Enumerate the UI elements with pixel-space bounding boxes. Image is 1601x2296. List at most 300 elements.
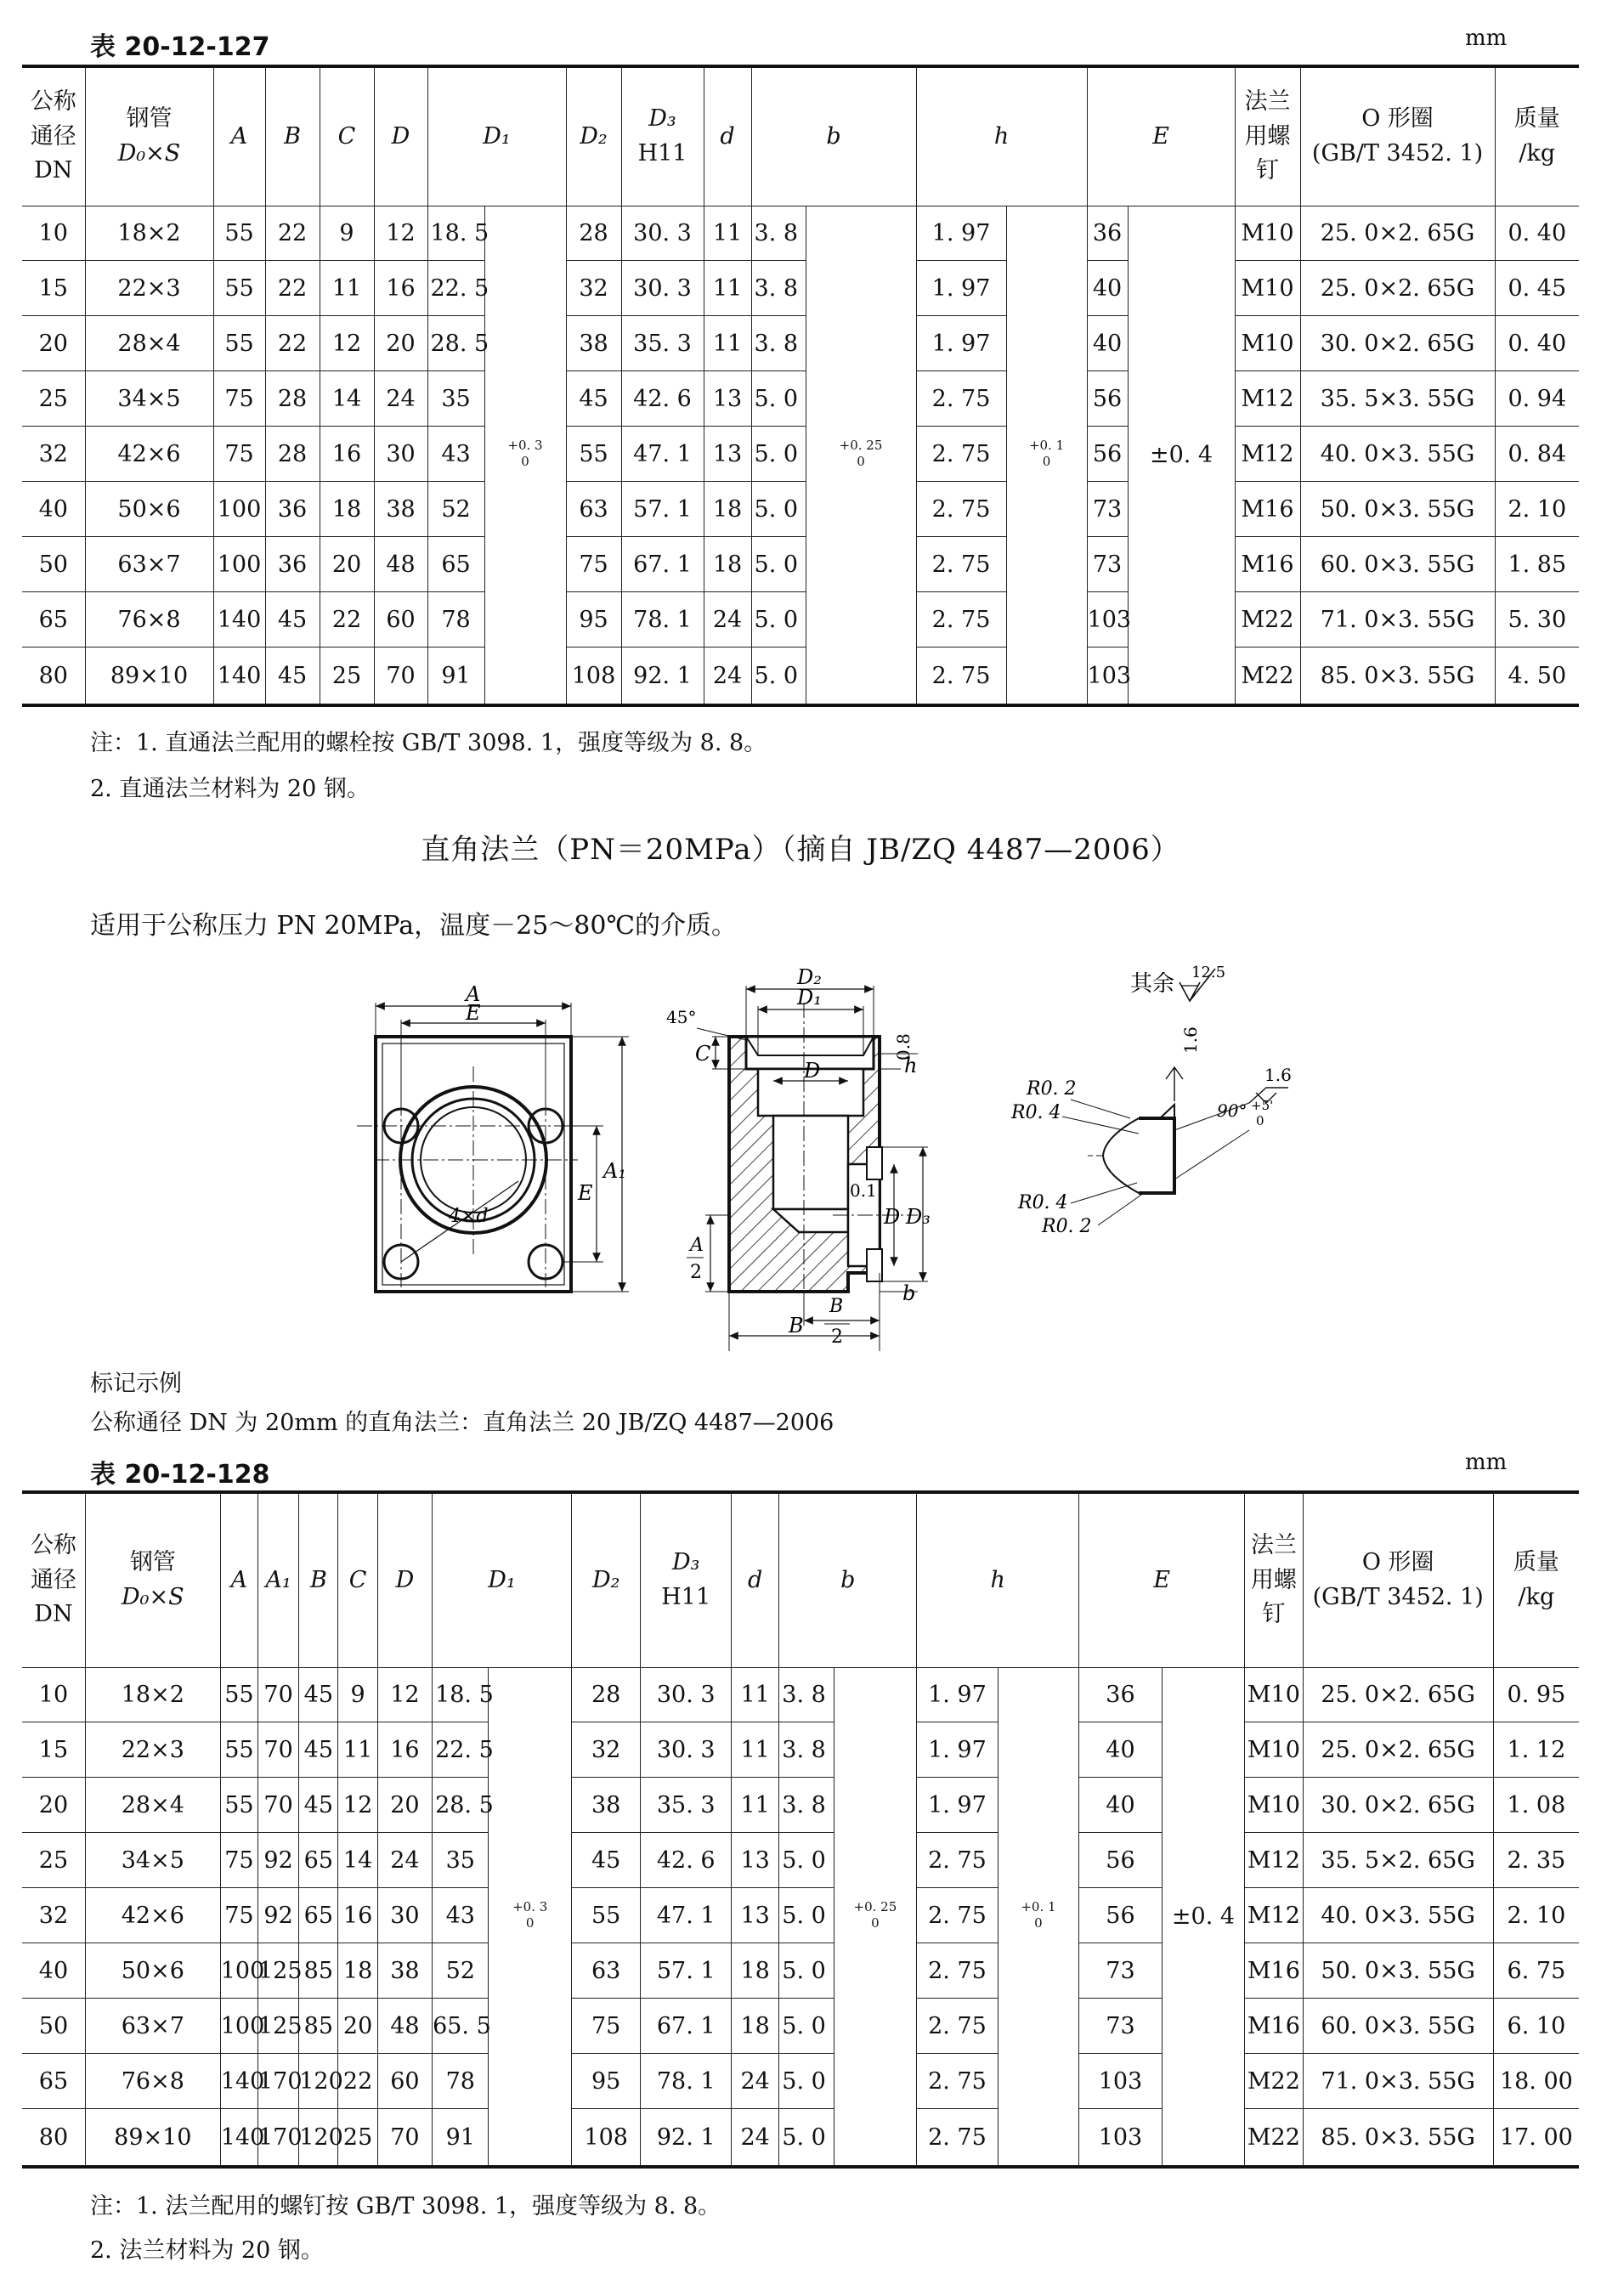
- tol-b: +0. 25 0: [806, 206, 916, 705]
- label-B-half: B: [829, 1296, 844, 1317]
- table-cell: 60: [377, 2054, 432, 2109]
- table-cell: 3. 8: [779, 1778, 834, 1833]
- table-cell: 45: [566, 371, 621, 427]
- table-cell: 25. 0×2. 65G: [1300, 261, 1495, 316]
- table-cell: 24: [731, 2054, 778, 2109]
- table-cell: 30. 3: [641, 1667, 732, 1722]
- label-r01: 0.1: [850, 1180, 877, 1201]
- table-cell: 85. 0×3. 55G: [1303, 2109, 1493, 2167]
- table-cell: 5. 0: [779, 1833, 834, 1888]
- table-cell: 78. 1: [621, 592, 704, 648]
- table-cell: 9: [338, 1667, 377, 1722]
- table-cell: 30. 3: [641, 1722, 732, 1778]
- table-cell: 10: [22, 1667, 85, 1722]
- table-cell: M12: [1245, 1888, 1303, 1943]
- table-cell: 5. 0: [751, 537, 806, 592]
- label-angle-tol-low: 0: [1256, 1113, 1264, 1128]
- table-cell: 0. 45: [1495, 261, 1579, 316]
- table-cell: 11: [704, 316, 751, 371]
- label-R04-top: R0. 4: [1011, 1102, 1061, 1123]
- table-cell: 20: [374, 316, 427, 371]
- header-D1: D₁: [427, 66, 566, 206]
- table-row: [22, 482, 1579, 537]
- table-cell: 32: [22, 427, 85, 482]
- table-cell: 47. 1: [621, 427, 704, 482]
- table-cell: 30. 3: [621, 206, 704, 261]
- header-oring: O 形圈 (GB/T 3452. 1): [1303, 1492, 1493, 1667]
- table-cell: 91: [433, 2109, 489, 2167]
- table-cell: 85: [299, 1943, 338, 1999]
- table-cell: 45: [571, 1833, 640, 1888]
- table-cell: 48: [374, 537, 427, 592]
- table-cell: 25. 0×2. 65G: [1303, 1667, 1493, 1722]
- header-D2: D₂: [571, 1492, 640, 1667]
- table-cell: 42×6: [85, 427, 213, 482]
- table-cell: 76×8: [85, 2054, 220, 2109]
- table2: [22, 1490, 1579, 2169]
- header-mass: 质量 /kg: [1493, 1492, 1579, 1667]
- table-cell: 42. 6: [641, 1833, 732, 1888]
- table-cell: 35. 3: [641, 1778, 732, 1833]
- table-cell: 140: [220, 2054, 257, 2109]
- header-d: d: [704, 66, 751, 206]
- header-b: b: [779, 1492, 917, 1667]
- table-cell: 40: [1087, 316, 1128, 371]
- table-cell: 20: [320, 537, 374, 592]
- table-cell: 24: [374, 371, 427, 427]
- header-d: d: [731, 1492, 778, 1667]
- table-cell: 40. 0×3. 55G: [1303, 1888, 1493, 1943]
- table-cell: 35. 5×3. 55G: [1300, 371, 1495, 427]
- table-cell: 63×7: [85, 1999, 220, 2054]
- table-cell: 13: [731, 1833, 778, 1888]
- table-cell: 0. 40: [1495, 206, 1579, 261]
- header-D2: D₂: [566, 66, 621, 206]
- table-cell: 25: [338, 2109, 377, 2167]
- table-cell: 120: [299, 2054, 338, 2109]
- table-cell: 100: [213, 537, 265, 592]
- table-cell: 70: [377, 2109, 432, 2167]
- table-cell: 3. 8: [751, 206, 806, 261]
- table-cell: 15: [22, 261, 85, 316]
- table2-note-1: 注：1. 法兰配用的螺钉按 GB/T 3098. 1，强度等级为 8. 8。: [90, 2193, 721, 2220]
- table-cell: 2. 75: [917, 1833, 999, 1888]
- table-cell: 55: [220, 1722, 257, 1778]
- table-cell: 40: [1087, 261, 1128, 316]
- label-rest: 其余: [1130, 971, 1175, 997]
- table-row: [22, 1999, 1579, 2054]
- table-cell: 65. 5: [433, 1999, 489, 2054]
- table-cell: 36: [265, 482, 320, 537]
- table-cell: 2. 75: [917, 2109, 999, 2167]
- front-view: [357, 982, 629, 1292]
- table-cell: 73: [1087, 482, 1128, 537]
- table-cell: 22: [338, 2054, 377, 2109]
- table-cell: 12: [320, 316, 374, 371]
- label-45deg: 45°: [666, 1007, 697, 1027]
- header-B: B: [299, 1492, 338, 1667]
- table-cell: 45: [299, 1722, 338, 1778]
- table-row: [22, 2054, 1579, 2109]
- table-cell: 12: [377, 1667, 432, 1722]
- table-cell: 38: [571, 1778, 640, 1833]
- table-cell: M16: [1245, 1943, 1303, 1999]
- table-cell: 32: [22, 1888, 85, 1943]
- table-cell: 50. 0×3. 55G: [1303, 1943, 1493, 1999]
- table-cell: 75: [213, 427, 265, 482]
- table-cell: 28: [571, 1667, 640, 1722]
- table-cell: 103: [1079, 2054, 1163, 2109]
- table-cell: 18: [704, 537, 751, 592]
- table-cell: 0. 94: [1495, 371, 1579, 427]
- table-cell: 60: [374, 592, 427, 648]
- table-cell: 2. 35: [1493, 1833, 1579, 1888]
- table-cell: M10: [1235, 316, 1300, 371]
- label-A-half: A: [690, 1235, 704, 1256]
- table1-unit: mm: [1465, 25, 1508, 51]
- table-cell: 2. 75: [916, 482, 1006, 537]
- table-cell: 92: [257, 1833, 298, 1888]
- table-cell: 60. 0×3. 55G: [1300, 537, 1495, 592]
- header-h: h: [917, 1492, 1079, 1667]
- applicability-text: 适用于公称压力 PN 20MPa，温度－25～80℃的介质。: [90, 911, 738, 941]
- table-cell: 2. 75: [916, 592, 1006, 648]
- table-cell: 18: [731, 1943, 778, 1999]
- table-cell: 18. 5: [427, 206, 484, 261]
- label-r08: 0.8: [893, 1033, 914, 1060]
- table-cell: M16: [1235, 482, 1300, 537]
- table2-unit: mm: [1465, 1450, 1508, 1475]
- table-row: [22, 1943, 1579, 1999]
- table-cell: 35. 3: [621, 316, 704, 371]
- label-D2: D₂: [797, 965, 822, 989]
- table-cell: 2. 75: [916, 537, 1006, 592]
- table-cell: 18: [320, 482, 374, 537]
- table-cell: 10: [22, 206, 85, 261]
- table-cell: 60. 0×3. 55G: [1303, 1999, 1493, 2054]
- table-cell: 5. 0: [751, 592, 806, 648]
- table-cell: 140: [220, 2109, 257, 2167]
- label-B: B: [789, 1314, 804, 1337]
- table-cell: 13: [731, 1888, 778, 1943]
- table-cell: 73: [1079, 1943, 1163, 1999]
- table-cell: 2. 75: [916, 371, 1006, 427]
- table-cell: 45: [299, 1778, 338, 1833]
- table-cell: 36: [1079, 1667, 1163, 1722]
- table-cell: 11: [731, 1667, 778, 1722]
- table-cell: 3. 8: [779, 1667, 834, 1722]
- table-cell: 1. 97: [916, 316, 1006, 371]
- table-cell: 18. 00: [1493, 2054, 1579, 2109]
- table-cell: 28: [566, 206, 621, 261]
- table-cell: 20: [22, 316, 85, 371]
- table-cell: 78: [433, 2054, 489, 2109]
- tol-D1: +0. 3 0: [489, 1667, 572, 2167]
- table-cell: 120: [299, 2109, 338, 2167]
- table-cell: 11: [320, 261, 374, 316]
- table-cell: 92. 1: [641, 2109, 732, 2167]
- table-cell: 5. 0: [779, 1888, 834, 1943]
- table-cell: 11: [704, 261, 751, 316]
- table-cell: 73: [1079, 1999, 1163, 2054]
- table-cell: 12: [338, 1778, 377, 1833]
- table-cell: 75: [220, 1833, 257, 1888]
- table-cell: 18×2: [85, 1667, 220, 1722]
- table-cell: 18: [731, 1999, 778, 2054]
- table-cell: 22. 5: [427, 261, 484, 316]
- table-cell: 2. 75: [916, 648, 1006, 705]
- table-cell: M10: [1245, 1667, 1303, 1722]
- marking-label: 标记示例: [90, 1371, 182, 1397]
- table-cell: 85. 0×3. 55G: [1300, 648, 1495, 705]
- label-hole: 4×d: [449, 1206, 489, 1227]
- table-cell: 20: [377, 1778, 432, 1833]
- section-title: 直角法兰（PN＝20MPa）（摘自 JB/ZQ 4487—2006）: [421, 833, 1180, 867]
- header-D: D: [374, 66, 427, 206]
- table-cell: 92: [257, 1888, 298, 1943]
- table-cell: 65: [22, 592, 85, 648]
- table-cell: 50. 0×3. 55G: [1300, 482, 1495, 537]
- table-cell: 30. 3: [621, 261, 704, 316]
- marking-example: 公称通径 DN 为 20mm 的直角法兰：直角法兰 20 JB/ZQ 4487—2006: [90, 1410, 834, 1436]
- header-D: D: [377, 1492, 432, 1667]
- table-cell: 55: [213, 316, 265, 371]
- table-cell: 30: [377, 1888, 432, 1943]
- table-cell: M12: [1235, 371, 1300, 427]
- table-cell: 17. 00: [1493, 2109, 1579, 2167]
- label-ra16-right: 1.6: [1264, 1065, 1292, 1085]
- table-cell: 25: [22, 1833, 85, 1888]
- table-cell: 85: [299, 1999, 338, 2054]
- table-cell: 67. 1: [641, 1999, 732, 2054]
- table-cell: 1. 08: [1493, 1778, 1579, 1833]
- table-cell: 55: [571, 1888, 640, 1943]
- label-B-half-den: 2: [831, 1326, 843, 1348]
- table-cell: 55: [220, 1667, 257, 1722]
- table-cell: 22×3: [85, 261, 213, 316]
- table-row: [22, 1888, 1579, 1943]
- table-cell: 71. 0×3. 55G: [1303, 2054, 1493, 2109]
- table1-caption: 表 20-12-127: [90, 32, 270, 62]
- table-cell: M22: [1245, 2054, 1303, 2109]
- table-cell: 63: [566, 482, 621, 537]
- section-view: [666, 965, 931, 1351]
- table-cell: M10: [1235, 261, 1300, 316]
- header-A: A: [220, 1492, 257, 1667]
- table-cell: 2. 75: [916, 427, 1006, 482]
- table-cell: 89×10: [85, 648, 213, 705]
- table-cell: 2. 75: [917, 1999, 999, 2054]
- label-A1: A₁: [603, 1159, 626, 1183]
- table-cell: M10: [1245, 1778, 1303, 1833]
- table-cell: 5. 0: [779, 2054, 834, 2109]
- table-cell: 108: [566, 648, 621, 705]
- table-cell: 56: [1079, 1888, 1163, 1943]
- table-cell: 100: [220, 1943, 257, 1999]
- table-cell: 28. 5: [433, 1778, 489, 1833]
- table-cell: 65: [299, 1888, 338, 1943]
- table-row: [22, 206, 1579, 261]
- table-cell: 1. 85: [1495, 537, 1579, 592]
- table-cell: 22: [265, 316, 320, 371]
- tol-E: ±0. 4: [1128, 206, 1235, 705]
- table-cell: 3. 8: [751, 316, 806, 371]
- table-cell: 28: [265, 427, 320, 482]
- header-D3: D₃ H11: [621, 66, 704, 206]
- table-cell: 35: [433, 1833, 489, 1888]
- table-cell: 0. 84: [1495, 427, 1579, 482]
- table-row: [22, 592, 1579, 648]
- table-cell: 91: [427, 648, 484, 705]
- table-cell: M12: [1245, 1833, 1303, 1888]
- table-cell: 25. 0×2. 65G: [1300, 206, 1495, 261]
- table-cell: 92. 1: [621, 648, 704, 705]
- table-cell: 2. 10: [1495, 482, 1579, 537]
- table-cell: 3. 8: [751, 261, 806, 316]
- table-cell: 36: [265, 537, 320, 592]
- table1-note-1: 注：1. 直通法兰配用的螺栓按 GB/T 3098. 1，强度等级为 8. 8。: [90, 730, 767, 756]
- header-pipe: 钢管 D₀×S: [85, 1492, 220, 1667]
- table-cell: 5. 30: [1495, 592, 1579, 648]
- label-rest-value: 12.5: [1191, 964, 1226, 981]
- table-cell: 11: [338, 1722, 377, 1778]
- detail-view: [1010, 964, 1292, 1237]
- table-cell: 18: [338, 1943, 377, 1999]
- table-cell: 43: [433, 1888, 489, 1943]
- table-cell: 28×4: [85, 1778, 220, 1833]
- table-cell: M10: [1245, 1722, 1303, 1778]
- table-cell: 42×6: [85, 1888, 220, 1943]
- table-cell: 71. 0×3. 55G: [1300, 592, 1495, 648]
- table-cell: 55: [220, 1778, 257, 1833]
- header-E: E: [1079, 1492, 1245, 1667]
- table-cell: M22: [1235, 592, 1300, 648]
- table-cell: 50×6: [85, 482, 213, 537]
- table-cell: 16: [374, 261, 427, 316]
- table-cell: 1. 12: [1493, 1722, 1579, 1778]
- table-cell: 56: [1079, 1833, 1163, 1888]
- table-cell: 103: [1087, 648, 1128, 705]
- table-cell: 56: [1087, 427, 1128, 482]
- table-cell: 108: [571, 2109, 640, 2167]
- table-cell: 78. 1: [641, 2054, 732, 2109]
- table-cell: M16: [1235, 537, 1300, 592]
- table-cell: 125: [257, 1999, 298, 2054]
- label-D3: D₃: [906, 1205, 931, 1229]
- table-cell: 0. 95: [1493, 1667, 1579, 1722]
- header-oring: O 形圈 (GB/T 3452. 1): [1300, 66, 1495, 206]
- table-cell: 16: [338, 1888, 377, 1943]
- table-cell: 13: [704, 427, 751, 482]
- table-cell: 40: [1079, 1722, 1163, 1778]
- table-cell: 40: [22, 482, 85, 537]
- table-cell: 12: [374, 206, 427, 261]
- table-cell: 55: [566, 427, 621, 482]
- table-cell: 5. 0: [779, 1999, 834, 2054]
- table-cell: 34×5: [85, 1833, 220, 1888]
- table-row: [22, 537, 1579, 592]
- label-E: E: [466, 1001, 481, 1025]
- table-cell: 56: [1087, 371, 1128, 427]
- table-cell: 1. 97: [917, 1722, 999, 1778]
- table-cell: 70: [374, 648, 427, 705]
- header-D1: D₁: [433, 1492, 572, 1667]
- table-row: [22, 1778, 1579, 1833]
- table-cell: 45: [265, 592, 320, 648]
- table-cell: 30: [374, 427, 427, 482]
- table-cell: 95: [571, 2054, 640, 2109]
- table-cell: 15: [22, 1722, 85, 1778]
- table-cell: 25: [22, 371, 85, 427]
- table-cell: 30. 0×2. 65G: [1300, 316, 1495, 371]
- label-A: A: [466, 982, 481, 1006]
- table-cell: 140: [213, 592, 265, 648]
- table-cell: 95: [566, 592, 621, 648]
- table-cell: M10: [1235, 206, 1300, 261]
- table-cell: 3. 8: [779, 1722, 834, 1778]
- table-cell: 28×4: [85, 316, 213, 371]
- table-cell: 38: [377, 1943, 432, 1999]
- table-cell: 75: [566, 537, 621, 592]
- label-D: D: [804, 1059, 821, 1083]
- table-cell: 22. 5: [433, 1722, 489, 1778]
- table-cell: 32: [571, 1722, 640, 1778]
- table-row: [22, 1722, 1579, 1778]
- table-cell: 2. 75: [917, 2054, 999, 2109]
- table-cell: 18×2: [85, 206, 213, 261]
- table-row: [22, 316, 1579, 371]
- table-cell: 24: [704, 648, 751, 705]
- table-cell: M22: [1235, 648, 1300, 705]
- table-cell: 1. 97: [916, 206, 1006, 261]
- tol-E: ±0. 4: [1162, 1667, 1245, 2167]
- header-C: C: [338, 1492, 377, 1667]
- table-cell: 4. 50: [1495, 648, 1579, 705]
- label-angle-tol-up: +5': [1251, 1098, 1274, 1113]
- table-cell: 40: [1079, 1778, 1163, 1833]
- table-cell: 43: [427, 427, 484, 482]
- tol-h: +0. 1 0: [1006, 206, 1087, 705]
- table-cell: 18: [704, 482, 751, 537]
- table-cell: 1. 97: [916, 261, 1006, 316]
- table2-note-2: 2. 法兰材料为 20 钢。: [90, 2237, 324, 2264]
- table-cell: 16: [320, 427, 374, 482]
- table-cell: 140: [213, 648, 265, 705]
- header-bolt: 法兰用螺钉: [1235, 66, 1300, 206]
- table-cell: 1. 97: [917, 1778, 999, 1833]
- table-cell: 11: [704, 206, 751, 261]
- table-cell: 100: [220, 1999, 257, 2054]
- table-cell: 75: [571, 1999, 640, 2054]
- header-C: C: [320, 66, 374, 206]
- header-mass: 质量 /kg: [1495, 66, 1579, 206]
- table-cell: M22: [1245, 2109, 1303, 2167]
- table-cell: 28. 5: [427, 316, 484, 371]
- flange-drawing: [323, 952, 1292, 1360]
- table-cell: 57. 1: [621, 482, 704, 537]
- table-cell: 24: [731, 2109, 778, 2167]
- header-b: b: [751, 66, 916, 206]
- table-cell: 20: [22, 1778, 85, 1833]
- table-cell: 5. 0: [779, 2109, 834, 2167]
- label-angle: 90°: [1217, 1100, 1247, 1121]
- table-cell: 65: [299, 1833, 338, 1888]
- table-cell: 13: [704, 371, 751, 427]
- table-cell: 55: [213, 261, 265, 316]
- table-cell: 70: [257, 1778, 298, 1833]
- label-b: b: [902, 1281, 916, 1305]
- table-cell: 45: [265, 648, 320, 705]
